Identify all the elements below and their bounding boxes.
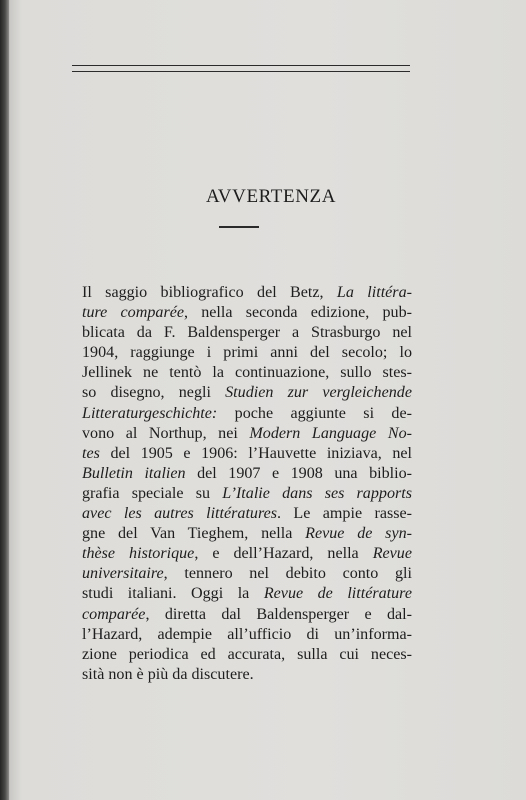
text-line <box>82 564 412 584</box>
text-run: zione periodica ed accurata, sulla cui neces- <box>82 645 412 663</box>
body-paragraph <box>82 283 412 685</box>
text-line <box>82 524 412 544</box>
text-run: 1904, raggiunge i primi anni del secolo; lo <box>82 344 412 362</box>
text-line <box>82 303 412 323</box>
text-line <box>82 584 412 604</box>
italic-text: universitaire <box>82 565 164 583</box>
text-run: grafia speciale su <box>82 484 223 502</box>
text-line <box>82 544 412 564</box>
text-run: del 1907 e 1908 una biblio- <box>185 464 412 482</box>
text-run: l’Hazard, adempie all’ufficio di un’informa- <box>82 625 412 643</box>
italic-text: Revue <box>372 545 412 563</box>
text-run: so disegno, negli <box>82 384 226 402</box>
text-run: . Le ampie rasse- <box>277 505 412 523</box>
text-line <box>82 404 412 424</box>
italic-text: ture comparée <box>82 304 184 322</box>
title-underline <box>219 226 259 228</box>
text-run: del 1905 e 1906: l’Hauvette iniziava, nel <box>99 444 412 462</box>
text-run: blicata da F. Baldensperger a Strasburgo nel <box>82 324 412 342</box>
italic-text: Modern Language No- <box>249 424 412 442</box>
text-line <box>82 625 412 645</box>
text-run: vono al Northup, nei <box>82 424 250 442</box>
italic-text: Bulletin italien <box>82 464 186 482</box>
text-run: gne del Van Tieghem, nella <box>82 525 306 543</box>
text-line <box>82 383 412 403</box>
text-run: sità non è più da discutere. <box>82 665 254 683</box>
text-line <box>82 363 412 383</box>
text-line <box>82 645 412 665</box>
text-run: studi italiani. Oggi la <box>82 585 264 603</box>
text-line <box>82 464 412 484</box>
text-run: , nella seconda edizione, pub- <box>184 304 413 322</box>
text-run: , tennero nel debito conto gli <box>163 565 412 583</box>
page-title: AVVERTENZA <box>205 186 337 207</box>
text-run: , diretta dal Baldensperger e dal- <box>145 605 412 623</box>
text-run: Il saggio bibliografico del Betz, <box>82 284 337 301</box>
text-line <box>82 444 412 464</box>
italic-text: avec les autres littératures <box>82 505 278 523</box>
italic-text: tes <box>82 444 100 462</box>
text-line <box>82 283 412 303</box>
text-line <box>82 665 412 685</box>
text-line <box>82 343 412 363</box>
header-rule-top <box>72 65 410 66</box>
text-line <box>82 424 412 444</box>
italic-text: comparée <box>82 605 146 623</box>
text-line <box>82 484 412 504</box>
italic-text: thèse historique <box>82 545 195 563</box>
page-binding-edge <box>0 0 9 800</box>
italic-text: Litteraturgeschichte: <box>82 404 218 422</box>
italic-text: Revue de littérature <box>263 585 412 603</box>
text-run: poche aggiunte si de- <box>217 404 412 422</box>
text-run: Jellinek ne tentò la continuazione, sullo stes- <box>82 364 412 382</box>
italic-text: L’Italie dans ses rapports <box>222 484 412 502</box>
text-line <box>82 605 412 625</box>
text-line <box>82 323 412 343</box>
italic-text: La littéra- <box>336 284 412 301</box>
text-run: , e dell’Hazard, nella <box>194 545 373 563</box>
header-rule-bottom <box>72 71 410 72</box>
italic-text: Revue de syn- <box>305 525 412 543</box>
text-line <box>82 504 412 524</box>
italic-text: Studien zur vergleichende <box>225 384 412 402</box>
